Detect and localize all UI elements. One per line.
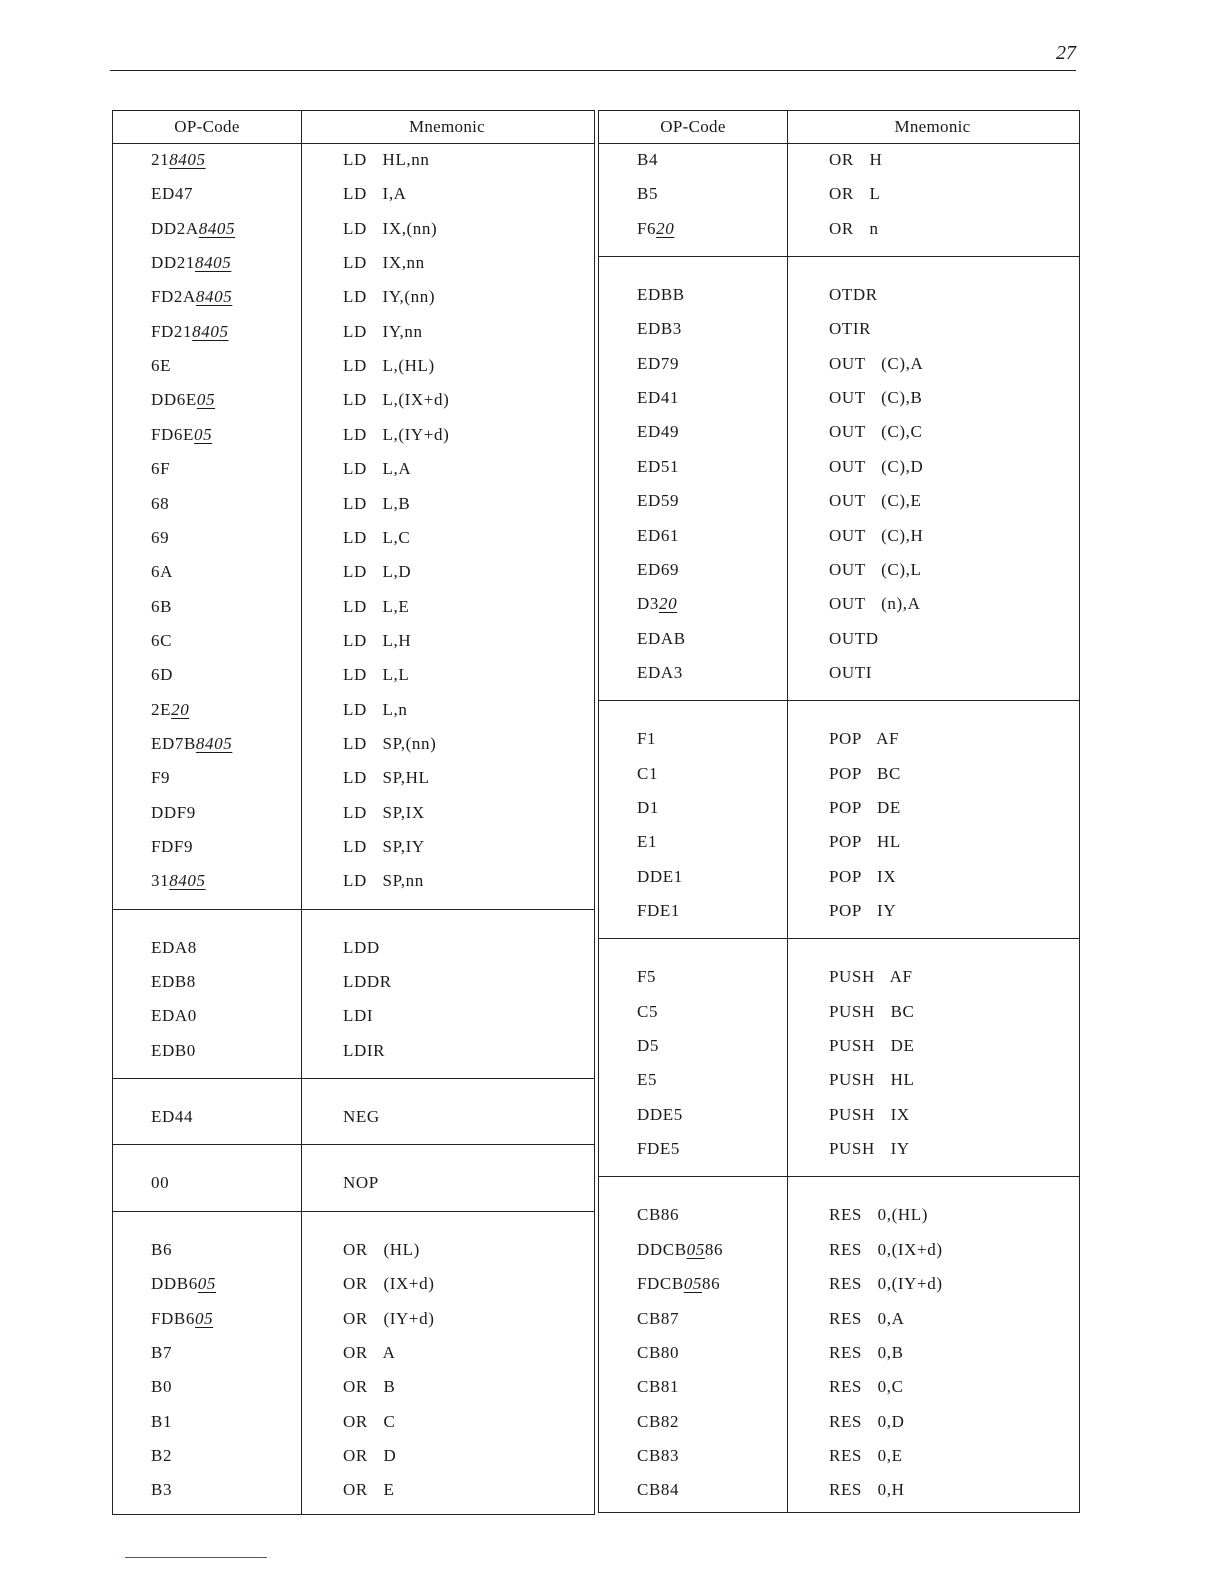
opcode-cell: CB80 (637, 1342, 680, 1362)
mnemonic-cell: OUT (C),E (829, 491, 922, 511)
table-row (599, 1202, 1079, 1230)
mnemonic-cell: POP AF (829, 729, 900, 749)
table-row (599, 181, 1079, 209)
table-row (599, 898, 1079, 926)
mnemonic-cell: RES 0,(IX+d) (829, 1239, 943, 1259)
mnemonic-cell: LD L,H (343, 630, 412, 650)
table-row (599, 488, 1079, 516)
table-row (599, 1237, 1079, 1265)
opcode-cell: D1 (637, 797, 659, 817)
table-row (113, 765, 594, 793)
opcode-cell: FD218405 (151, 321, 229, 341)
opcode-cell: B5 (637, 184, 659, 204)
mnemonic-cell: RES 0,D (829, 1411, 905, 1431)
table-row (599, 1033, 1079, 1061)
table-row (599, 282, 1079, 310)
table-row (599, 761, 1079, 789)
table-row (599, 1067, 1079, 1095)
opcode-cell: E5 (637, 1070, 658, 1090)
bottom-rule (125, 1557, 267, 1558)
mnemonic-cell: LDDR (343, 972, 392, 992)
opcode-cell: B1 (151, 1411, 173, 1431)
opcode-cell: DD218405 (151, 253, 232, 273)
table-row (113, 559, 594, 587)
group-separator (599, 938, 1079, 939)
table-row (113, 1409, 594, 1437)
mnemonic-cell: LD L,C (343, 527, 411, 547)
opcode-cell: FDF9 (151, 837, 194, 856)
opcode-table-left (112, 110, 595, 1515)
mnemonic-cell: OTDR (829, 285, 878, 305)
table-header (599, 111, 1079, 144)
opcode-cell: EDA8 (151, 937, 197, 957)
opcode-cell: 68 (151, 493, 170, 513)
table-row (599, 1340, 1079, 1368)
opcode-cell: EDB3 (637, 319, 682, 339)
mnemonic-cell: POP IX (829, 866, 897, 886)
table-row (599, 419, 1079, 447)
table-row (599, 964, 1079, 992)
opcode-cell: B7 (151, 1342, 173, 1362)
mnemonic-cell: PUSH IX (829, 1104, 910, 1124)
mnemonic-cell: LDD (343, 937, 380, 957)
opcode-cell: 318405 (151, 871, 206, 891)
table-header (113, 111, 594, 144)
opcode-cell: EDB8 (151, 972, 196, 992)
opcode-cell: CB83 (637, 1445, 680, 1465)
mnemonic-cell: OUT (C),L (829, 559, 922, 579)
mnemonic-cell: LD L,n (343, 699, 408, 719)
mnemonic-cell: LD IY,(nn) (343, 287, 436, 307)
table-row (599, 626, 1079, 654)
table-row (113, 319, 594, 347)
mnemonic-cell: LD SP,IX (343, 802, 425, 822)
opcode-cell: DDB605 (151, 1274, 216, 1294)
mnemonic-cell: LD SP,HL (343, 768, 430, 788)
table-row (113, 1003, 594, 1031)
opcode-cell: C1 (637, 763, 659, 783)
mnemonic-cell: LD L,D (343, 562, 412, 582)
table-row (113, 353, 594, 381)
table-row (113, 1104, 594, 1132)
mnemonic-cell: LD I,A (343, 184, 407, 204)
table-row (599, 216, 1079, 244)
opcode-cell: B0 (151, 1377, 173, 1397)
mnemonic-column-header: Mnemonic (408, 117, 486, 136)
table-row (113, 181, 594, 209)
mnemonic-cell: RES 0,(HL) (829, 1205, 929, 1225)
opcode-cell: 6B (151, 596, 173, 616)
table-row (113, 1306, 594, 1334)
mnemonic-cell: OR E (343, 1480, 395, 1500)
opcode-cell: F620 (637, 218, 675, 238)
opcode-cell: 6E (151, 356, 172, 376)
table-row (599, 385, 1079, 413)
opcode-cell: B3 (151, 1480, 173, 1500)
group-separator (113, 1211, 594, 1212)
opcode-cell: 6D (151, 665, 173, 685)
mnemonic-cell: LD IX,(nn) (343, 218, 438, 238)
table-row (113, 147, 594, 175)
table-row (599, 351, 1079, 379)
table-row (113, 1477, 594, 1505)
opcode-cell: FDB605 (151, 1308, 214, 1328)
table-row (599, 1477, 1079, 1505)
mnemonic-cell: LD L,B (343, 493, 411, 513)
mnemonic-cell: OUT (C),C (829, 422, 923, 442)
mnemonic-cell: PUSH HL (829, 1070, 915, 1090)
mnemonic-cell: OUTI (829, 662, 872, 682)
mnemonic-cell: OUT (C),B (829, 388, 923, 408)
table-row (113, 800, 594, 828)
table-row (599, 1306, 1079, 1334)
opcode-cell: EDB0 (151, 1040, 196, 1060)
mnemonic-cell: OR (IX+d) (343, 1274, 435, 1294)
table-row (113, 731, 594, 759)
mnemonic-cell: RES 0,B (829, 1342, 904, 1362)
opcode-cell: CB84 (637, 1480, 680, 1500)
opcode-cell: CB87 (637, 1308, 680, 1328)
mnemonic-cell: PUSH DE (829, 1036, 915, 1056)
table-row (599, 557, 1079, 585)
mnemonic-cell: OUT (C),A (829, 353, 924, 373)
opcode-cell: ED44 (151, 1107, 194, 1127)
table-row (113, 1038, 594, 1066)
mnemonic-cell: OTIR (829, 319, 872, 339)
mnemonic-cell: PUSH IY (829, 1139, 910, 1159)
opcode-cell: 69 (151, 527, 170, 547)
opcode-cell: DDF9 (151, 802, 196, 822)
table-row (599, 523, 1079, 551)
mnemonic-cell: OUT (C),D (829, 456, 924, 476)
table-row (113, 628, 594, 656)
mnemonic-cell: OR C (343, 1411, 396, 1431)
table-row (113, 525, 594, 553)
opcode-cell: EDA0 (151, 1006, 197, 1026)
mnemonic-cell: LD L,L (343, 665, 410, 685)
opcode-cell: EDA3 (637, 662, 683, 682)
opcode-table-right (598, 110, 1080, 1513)
mnemonic-cell: OR n (829, 218, 879, 238)
table-row (599, 147, 1079, 175)
group-separator (113, 1144, 594, 1145)
mnemonic-cell: LD HL,nn (343, 150, 430, 169)
mnemonic-cell: LD IX,nn (343, 253, 425, 273)
table-row (599, 1443, 1079, 1471)
opcode-cell: F5 (637, 967, 657, 987)
mnemonic-cell: OUT (C),H (829, 525, 924, 545)
opcode-cell: FD2A8405 (151, 287, 233, 307)
opcode-cell: EDAB (637, 628, 686, 648)
table-row (599, 1374, 1079, 1402)
table-row (113, 387, 594, 415)
table-row (113, 250, 594, 278)
opcode-cell: 6A (151, 562, 173, 582)
table-row (599, 591, 1079, 619)
mnemonic-cell: PUSH AF (829, 967, 913, 987)
opcode-cell: ED79 (637, 353, 680, 373)
table-row (599, 1409, 1079, 1437)
mnemonic-cell: OR (HL) (343, 1239, 420, 1259)
opcode-cell: F9 (151, 768, 171, 788)
opcode-cell: ED61 (637, 525, 680, 545)
mnemonic-cell: LD L,(HL) (343, 356, 435, 376)
table-row (599, 660, 1079, 688)
mnemonic-cell: POP IY (829, 901, 897, 920)
opcode-cell: CB86 (637, 1205, 680, 1225)
mnemonic-cell: RES 0,C (829, 1377, 904, 1397)
opcode-cell: FD6E05 (151, 424, 213, 444)
opcode-cell: DD2A8405 (151, 218, 236, 238)
opcode-cell: B4 (637, 150, 659, 169)
table-row (113, 216, 594, 244)
table-row (599, 1102, 1079, 1130)
table-row (113, 1237, 594, 1265)
opcode-cell: DD6E05 (151, 390, 216, 410)
mnemonic-cell: LD L,(IX+d) (343, 390, 450, 410)
mnemonic-cell: POP BC (829, 763, 901, 783)
mnemonic-cell: OR L (829, 184, 881, 204)
opcode-cell: DDE1 (637, 866, 683, 886)
table-row (113, 969, 594, 997)
mnemonic-cell: RES 0,A (829, 1308, 905, 1328)
mnemonic-cell: LDIR (343, 1040, 386, 1060)
group-separator (113, 909, 594, 910)
table-row (113, 284, 594, 312)
table-row (599, 795, 1079, 823)
opcode-cell: 218405 (151, 150, 206, 169)
table-row (113, 491, 594, 519)
table-row (113, 1443, 594, 1471)
mnemonic-cell: LD L,E (343, 596, 410, 616)
mnemonic-cell: OUT (n),A (829, 594, 921, 614)
mnemonic-cell: POP DE (829, 797, 901, 817)
opcode-column-header: OP-Code (660, 117, 726, 136)
mnemonic-cell: OR B (343, 1377, 396, 1397)
table-row (599, 864, 1079, 892)
mnemonic-cell: RES 0,E (829, 1445, 903, 1465)
mnemonic-cell: NEG (343, 1107, 380, 1127)
table-row (113, 422, 594, 450)
mnemonic-column-header: Mnemonic (894, 117, 971, 136)
table-row (113, 935, 594, 963)
table-row (113, 456, 594, 484)
opcode-cell: FDE5 (637, 1139, 681, 1159)
mnemonic-cell: LD L,A (343, 459, 412, 479)
opcode-cell: ED59 (637, 491, 680, 511)
mnemonic-cell: OR H (829, 150, 883, 169)
table-row (599, 1271, 1079, 1299)
table-row (113, 662, 594, 690)
mnemonic-cell: OR (IY+d) (343, 1308, 435, 1328)
opcode-cell: DDCB0586 (637, 1239, 724, 1259)
opcode-cell: ED49 (637, 422, 680, 442)
opcode-cell: D5 (637, 1036, 659, 1056)
table-row (113, 1271, 594, 1299)
opcode-cell: C5 (637, 1001, 659, 1021)
opcode-cell: CB82 (637, 1411, 680, 1431)
table-row (113, 868, 594, 896)
table-row (113, 1340, 594, 1368)
opcode-cell: D320 (637, 594, 678, 614)
table-row (113, 1170, 594, 1198)
opcode-cell: ED51 (637, 456, 680, 476)
table-row (599, 316, 1079, 344)
opcode-cell: 2E20 (151, 699, 190, 719)
mnemonic-cell: NOP (343, 1173, 379, 1193)
table-row (599, 829, 1079, 857)
mnemonic-cell: LD L,(IY+d) (343, 424, 450, 444)
mnemonic-cell: OR D (343, 1445, 397, 1465)
mnemonic-cell: POP HL (829, 832, 901, 852)
opcode-cell: ED69 (637, 559, 680, 579)
mnemonic-cell: OR A (343, 1342, 396, 1362)
opcode-cell: 00 (151, 1173, 170, 1193)
table-row (599, 726, 1079, 754)
opcode-cell: ED7B8405 (151, 733, 233, 753)
opcode-column-header: OP-Code (174, 117, 240, 136)
group-separator (599, 256, 1079, 257)
opcode-cell: 6F (151, 459, 171, 479)
opcode-cell: DDE5 (637, 1104, 683, 1124)
table-row (599, 999, 1079, 1027)
table-row (113, 834, 594, 862)
mnemonic-cell: OUTD (829, 628, 879, 648)
group-separator (113, 1078, 594, 1079)
opcode-cell: 6C (151, 630, 173, 650)
opcode-cell: F1 (637, 729, 657, 749)
mnemonic-cell: LD SP,IY (343, 837, 425, 856)
mnemonic-cell: RES 0,H (829, 1480, 905, 1500)
mnemonic-cell: LD IY,nn (343, 321, 423, 341)
table-row (113, 697, 594, 725)
opcode-cell: B6 (151, 1239, 173, 1259)
mnemonic-cell: RES 0,(IY+d) (829, 1274, 943, 1294)
mnemonic-cell: PUSH BC (829, 1001, 915, 1021)
opcode-cell: ED47 (151, 184, 194, 204)
header-rule (110, 70, 1076, 71)
opcode-cell: EDBB (637, 285, 685, 305)
table-row (113, 594, 594, 622)
opcode-cell: E1 (637, 832, 658, 852)
table-row (599, 454, 1079, 482)
mnemonic-cell: LD SP,(nn) (343, 733, 437, 753)
opcode-cell: CB81 (637, 1377, 680, 1397)
group-separator (599, 700, 1079, 701)
group-separator (599, 1176, 1079, 1177)
table-row (599, 1136, 1079, 1164)
opcode-cell: B2 (151, 1445, 173, 1465)
table-row (113, 1374, 594, 1402)
page-number: 27 (1056, 42, 1076, 64)
opcode-cell: FDE1 (637, 901, 681, 920)
opcode-cell: FDCB0586 (637, 1274, 721, 1294)
opcode-cell: ED41 (637, 388, 680, 408)
mnemonic-cell: LDI (343, 1006, 374, 1026)
mnemonic-cell: LD SP,nn (343, 871, 424, 891)
